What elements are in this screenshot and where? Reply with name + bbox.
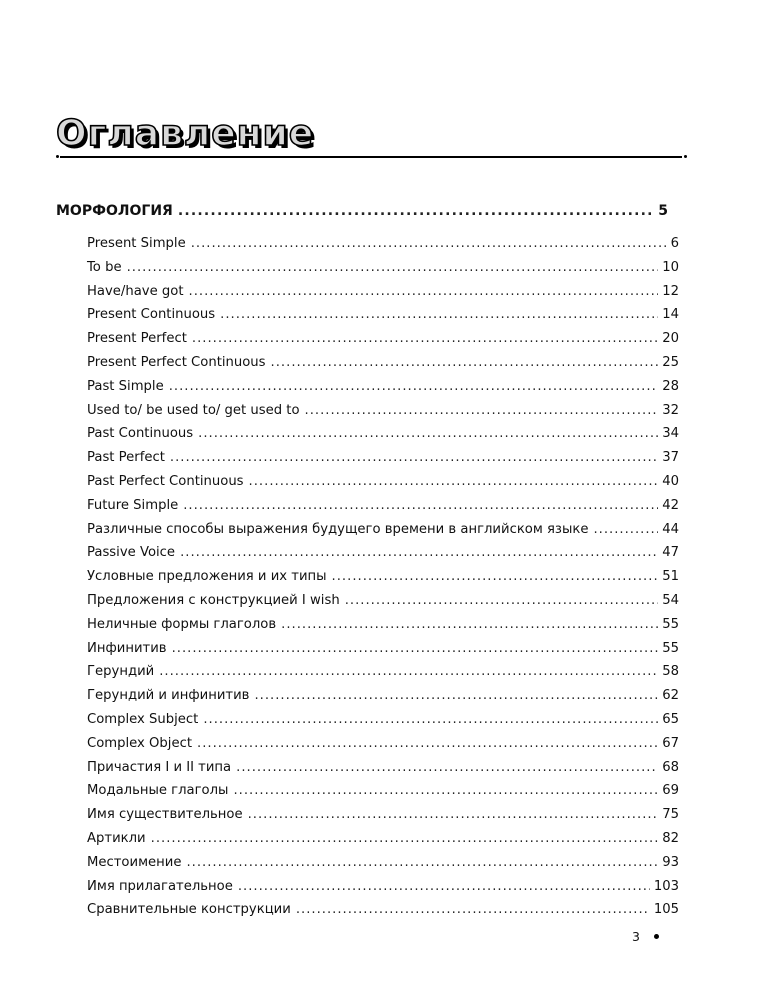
- toc-entry[interactable]: [87, 641, 679, 656]
- toc-section[interactable]: [56, 203, 668, 219]
- toc-entry-page: 34: [662, 426, 679, 442]
- toc-entry[interactable]: [87, 879, 679, 894]
- toc-entry-page: 58: [662, 664, 679, 680]
- toc-leader: [151, 831, 659, 846]
- toc-entry-page: 10: [662, 259, 679, 275]
- title-underline: [60, 156, 682, 158]
- page-title: Оглавление: [56, 113, 315, 154]
- toc-entry-label: Имя прилагательное: [87, 878, 233, 894]
- toc-leader: [191, 236, 667, 251]
- toc-entry-page: 67: [662, 735, 679, 751]
- toc-entry-page: 103: [653, 878, 679, 894]
- page-number: 3: [632, 929, 640, 944]
- toc-entry-label: Предложения с конструкцией I wish: [87, 593, 340, 608]
- toc-entry-label: Have/have got: [87, 283, 184, 299]
- toc-entry-label: Сравнительные конструкции: [87, 902, 291, 918]
- toc-leader: [220, 307, 658, 322]
- toc-leader: [254, 688, 658, 703]
- toc-entry-page: 44: [662, 521, 679, 537]
- toc-entry-label: Различные способы выражения будущего времени в английском языке: [87, 521, 589, 537]
- toc-leader: [127, 260, 659, 275]
- toc-entry-label: Present Simple: [87, 236, 186, 251]
- toc-leader: [192, 331, 658, 346]
- toc-leader: [249, 474, 659, 489]
- toc-leader: [189, 284, 659, 299]
- toc-leader: [197, 736, 658, 751]
- toc-entry-page: 65: [662, 712, 679, 727]
- toc-entry-label: Present Perfect: [87, 331, 187, 347]
- toc-leader: [183, 498, 658, 513]
- toc-leader: [172, 641, 659, 656]
- toc-entry-page: 14: [662, 307, 679, 323]
- toc-entry-label: Past Perfect Continuous: [87, 474, 244, 489]
- toc-leader: [186, 855, 658, 870]
- toc-entry[interactable]: [87, 426, 679, 441]
- toc-leader: [345, 593, 659, 608]
- toc-leader: [198, 426, 658, 441]
- toc-entry-page: 93: [662, 854, 679, 870]
- toc-entry[interactable]: [87, 284, 679, 299]
- toc-leader: [248, 807, 659, 822]
- toc-entry-label: Имя существительное: [87, 807, 243, 823]
- toc-entry-label: To be: [87, 259, 122, 275]
- toc-entry-page: 68: [662, 759, 679, 775]
- toc-leader: [281, 617, 658, 632]
- toc-entry[interactable]: [87, 450, 679, 465]
- toc-entry-label: Complex Subject: [87, 712, 199, 727]
- toc-entry[interactable]: [87, 664, 679, 679]
- toc-entry[interactable]: [87, 569, 679, 584]
- toc-entry[interactable]: [87, 593, 679, 608]
- toc-entry-label: Passive Voice: [87, 545, 176, 561]
- toc-leader: [593, 522, 658, 537]
- toc-entry-page: 105: [653, 902, 679, 918]
- toc-entry-label: Present Continuous: [87, 307, 216, 323]
- toc-entry[interactable]: [87, 783, 679, 798]
- toc-leader: [305, 403, 659, 418]
- toc-section-label: МОРФОЛОГИЯ: [56, 203, 173, 219]
- toc-entry[interactable]: [87, 831, 679, 846]
- toc-entry-page: 69: [662, 783, 679, 799]
- toc-entry[interactable]: [87, 307, 679, 322]
- toc-entry[interactable]: [87, 331, 679, 346]
- toc-leader: [203, 712, 658, 727]
- toc-entry-label: Present Perfect Continuous: [87, 355, 266, 370]
- toc-entry[interactable]: [87, 355, 679, 370]
- toc-entry[interactable]: [87, 617, 679, 632]
- toc-leader: [170, 450, 658, 465]
- toc-entry-page: 12: [662, 283, 679, 299]
- toc-entry-label: Used to/ be used to/ get used to: [87, 402, 300, 418]
- toc-leader: [233, 783, 658, 798]
- toc-leader: [296, 902, 650, 917]
- toc-entry-label: Future Simple: [87, 497, 179, 513]
- toc-entry-label: Артикли: [87, 831, 146, 846]
- toc-leader: [332, 569, 659, 584]
- toc-entry-page: 47: [662, 545, 679, 561]
- toc-entry-page: 32: [662, 402, 679, 418]
- toc-entry-page: 75: [662, 807, 679, 823]
- page-footer: [632, 929, 692, 944]
- toc-entry[interactable]: [87, 522, 679, 537]
- toc-section-page: 5: [658, 203, 668, 219]
- toc-leader: [159, 664, 658, 679]
- toc-entry-label: Инфинитив: [87, 640, 167, 656]
- toc-entry-page: 20: [662, 331, 679, 347]
- toc-leader: [180, 545, 658, 560]
- toc-entry-page: 54: [662, 593, 679, 608]
- toc-entry[interactable]: [87, 855, 679, 870]
- toc-entry-page: 28: [662, 378, 679, 394]
- underline-dot-right: [684, 155, 687, 158]
- toc-entry-label: Причастия I и II типа: [87, 759, 232, 775]
- toc-entry[interactable]: [87, 379, 679, 394]
- toc-entry-page: 82: [662, 831, 679, 846]
- toc-entry[interactable]: [87, 260, 679, 275]
- toc-entry-label: Модальные глаголы: [87, 783, 229, 799]
- toc-entry-label: Complex Object: [87, 735, 192, 751]
- toc-entry[interactable]: [87, 688, 679, 703]
- toc-entry-label: Past Continuous: [87, 426, 194, 442]
- underline-dot-left: [56, 155, 59, 158]
- toc-leader: [271, 355, 659, 370]
- toc-entry-label: Герундий и инфинитив: [87, 688, 250, 704]
- toc-entry-label: Герундий: [87, 664, 155, 680]
- footer-bullet-icon: [654, 934, 659, 939]
- toc-entry-label: Неличные формы глаголов: [87, 616, 277, 632]
- toc-entry[interactable]: [87, 474, 679, 489]
- toc-entry-page: 51: [662, 569, 679, 585]
- toc-entry-label: Past Simple: [87, 378, 164, 394]
- toc-entry[interactable]: [87, 712, 679, 727]
- toc-leader: [236, 760, 658, 775]
- toc-entry-page: 42: [662, 497, 679, 513]
- toc-entry-label: Местоимение: [87, 854, 182, 870]
- title-block: [56, 114, 696, 170]
- toc-entry-page: 40: [662, 474, 679, 489]
- toc-entry-page: 55: [662, 640, 679, 656]
- toc-entry-label: Past Perfect: [87, 450, 165, 466]
- toc-entry-page: 55: [662, 616, 679, 632]
- toc-entry[interactable]: [87, 807, 679, 822]
- toc-entry[interactable]: [87, 236, 679, 251]
- toc-leader: [169, 379, 659, 394]
- toc-entry[interactable]: [87, 736, 679, 751]
- toc-leader: [178, 203, 654, 219]
- toc-entry-page: 62: [662, 688, 679, 704]
- toc-entry-label: Условные предложения и их типы: [87, 569, 327, 585]
- toc-entry[interactable]: [87, 403, 679, 418]
- toc-entry[interactable]: [87, 760, 679, 775]
- toc-entry-page: 25: [662, 355, 679, 370]
- toc-entry[interactable]: [87, 545, 679, 560]
- toc-entry[interactable]: [87, 902, 679, 917]
- toc-leader: [238, 879, 650, 894]
- toc-entry-page: 37: [662, 450, 679, 466]
- toc-entry[interactable]: [87, 498, 679, 513]
- toc-entry-page: 6: [670, 236, 679, 251]
